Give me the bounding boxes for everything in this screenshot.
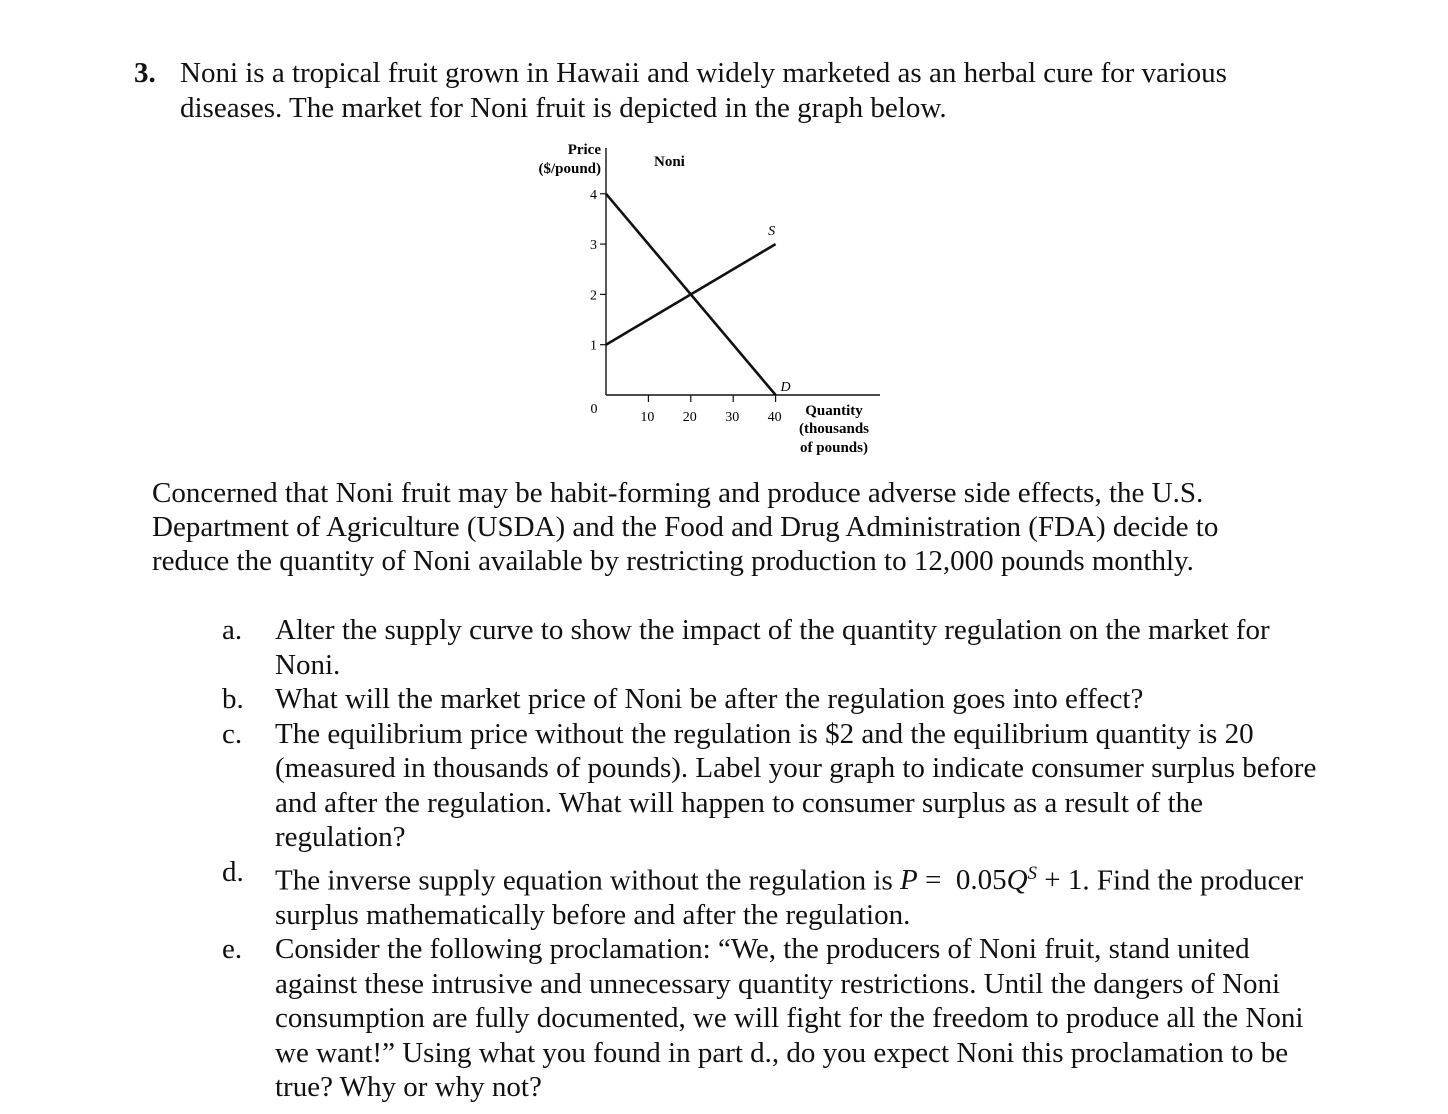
curves	[606, 194, 791, 395]
y-axis-label-line2: ($/pound)	[538, 161, 601, 177]
x-tick-label-40: 40	[767, 410, 782, 425]
part-a-letter: a.	[222, 614, 243, 646]
x-axis-label-line1: Quantity	[805, 403, 863, 419]
curve-label-d: D	[780, 380, 791, 395]
question-intro: Noni is a tropical fruit grown in Hawaii and widely marketed as an herbal cure for various diseases. The market for Noni fruit is depicted in the graph below.	[180, 57, 1227, 124]
part-d-letter: d.	[222, 855, 244, 888]
part-e-letter: e.	[222, 933, 243, 966]
question-number: 3.	[134, 57, 156, 89]
eq-supply-superscript: S	[1027, 862, 1038, 884]
chart-title: Noni	[654, 154, 685, 170]
eq-price-symbol: P	[900, 864, 918, 897]
part-e-text: Consider the following proclamation: “We, the producers of Noni fruit, stand united against these intrusive and unnecessary quantity restrictions. Until the dangers of Noni consumption are fully documented, we will fight for the freedom to produce all the Noni we want!” Using what you found in part d., do you expect Noni this proclamation to be true? Why or why not?	[275, 933, 1304, 1104]
eq-equals: =	[917, 864, 949, 897]
noni-chart-svg	[490, 132, 910, 472]
part-c-letter: c.	[222, 717, 243, 750]
part-b	[222, 682, 1322, 717]
y-tick-label-1: 1	[590, 338, 597, 354]
curve-label-s: S	[768, 224, 776, 240]
question-parts	[222, 613, 1322, 1105]
eq-quantity-symbol: Q	[1006, 864, 1028, 897]
part-b-text: What will the market price of Noni be after the regulation goes into effect?	[275, 683, 1144, 715]
x-ticks	[640, 395, 781, 425]
part-d	[222, 855, 1322, 933]
noni-market-graph	[490, 132, 910, 472]
part-c	[222, 717, 1322, 855]
part-b-letter: b.	[222, 683, 244, 715]
origin-label: 0	[590, 402, 598, 417]
question-3	[134, 56, 1314, 126]
x-tick-label-10: 10	[640, 410, 655, 425]
part-e	[222, 932, 1322, 1105]
part-d-text-before: The inverse supply equation without the regulation is	[275, 864, 900, 897]
curve-d	[606, 194, 776, 395]
y-ticks	[590, 188, 606, 354]
part-d-text-after: . Find the producer surplus mathematically before and after the regulation.	[275, 864, 1304, 931]
x-axis-label-line3: of pounds)	[800, 440, 868, 456]
y-axis-label-line1: Price	[567, 142, 601, 158]
eq-coefficient: 0.05	[955, 864, 1007, 897]
x-tick-label-20: 20	[682, 410, 697, 425]
part-c-text: The equilibrium price without the regulation is $2 and the equilibrium quantity is 20 (measured in thousands of pounds). Label your graph to indicate consumer surplus before and after the regulation. What will happen to consumer surplus as a result of the regulation?	[275, 717, 1317, 853]
y-tick-label-3: 3	[590, 238, 597, 254]
part-a	[222, 613, 1322, 682]
context-paragraph: Concerned that Noni fruit may be habit-forming and produce adverse side effects, the U.S. Department of Agriculture (USDA) and the Food and Drug Administration (FDA) decide to reduce the quantity of Noni available by restricting production to 12,000 pounds monthly.	[152, 477, 1219, 577]
x-tick-label-30: 30	[725, 410, 740, 425]
supply-equation	[900, 864, 1082, 896]
x-axis-label-line2: (thousands	[798, 421, 870, 437]
eq-plus-one: + 1	[1037, 864, 1083, 897]
part-a-text: Alter the supply curve to show the impact of the quantity regulation on the market for Noni.	[275, 614, 1270, 681]
y-tick-label-2: 2	[590, 288, 597, 304]
y-tick-label-4: 4	[590, 187, 597, 203]
